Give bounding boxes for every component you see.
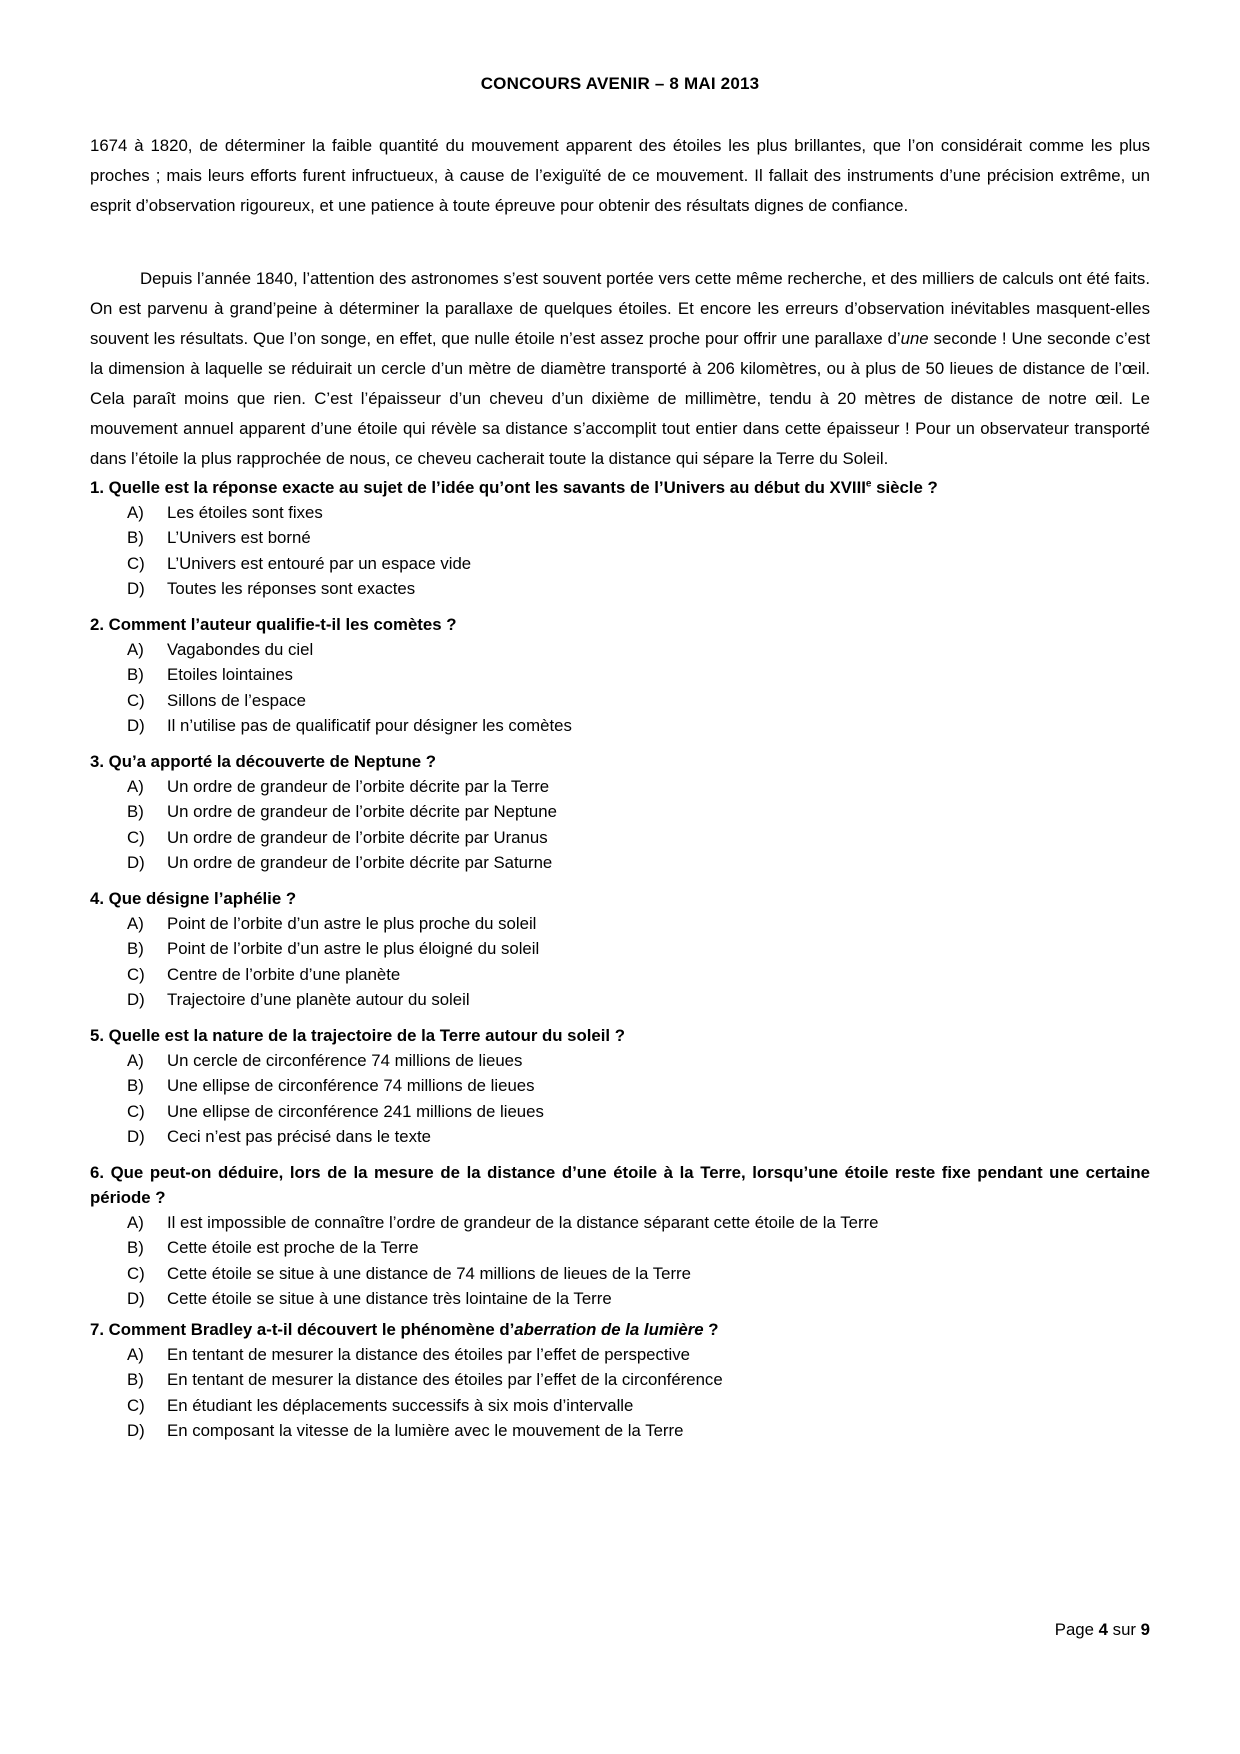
option-text: L’Univers est borné xyxy=(167,528,311,548)
answer-option[interactable] xyxy=(90,936,1150,961)
option-text: Point de l’orbite d’un astre le plus éloigné du soleil xyxy=(167,939,540,959)
option-letter: B) xyxy=(127,665,144,685)
answer-option[interactable] xyxy=(90,799,1150,824)
option-text: Il n’utilise pas de qualificatif pour désigner les comètes xyxy=(167,715,572,735)
answer-option[interactable] xyxy=(90,637,1150,662)
option-letter: B) xyxy=(127,1076,144,1096)
option-text: Cette étoile se situe à une distance très lointaine de la Terre xyxy=(167,1288,612,1308)
option-letter: C) xyxy=(127,553,145,573)
option-letter: A) xyxy=(127,914,144,933)
answer-option[interactable] xyxy=(90,1342,1150,1367)
question-4 xyxy=(90,886,1150,1012)
answer-options xyxy=(90,911,1150,1012)
question-1 xyxy=(90,475,1150,601)
question-title xyxy=(90,1317,1150,1342)
option-letter: C) xyxy=(127,964,145,984)
question-title: 5. Quelle est la nature de la trajectoire de la Terre autour du soleil ? xyxy=(90,1026,625,1045)
passage-paragraph-1: 1674 à 1820, de déterminer la faible quantité du mouvement apparent des étoiles les plus brillantes, que l’on considérait comme les plus proches ; mais leurs efforts furent infructueux, à cause de l’exiguïté de ce mouvement. Il fallait des instruments d’une précision extrême, un esprit d’observation rigoureux, et une patience à toute épreuve pour obtenir des résultats dignes de confiance. xyxy=(90,136,1150,215)
answer-option[interactable] xyxy=(90,1393,1150,1418)
question-3 xyxy=(90,749,1150,875)
passage-text: seconde ! Une seconde c’est la dimension à laquelle se réduirait un cercle d’un mètre de diamètre transporté à 206 kilomètres, ou à plus de 50 lieues de distance de l’œil. Cela paraît moins que rien. C’est l’épaisseur d’un cheveu d’un dixième de millimètre, tendu à 20 mètres de distance de notre œil. Le mouvement annuel apparent d’une étoile qui révèle sa distance s’accomplit tout entier dans cette épaisseur ! Pour un observateur transporté dans l’étoile la plus rapprochée de nous, ce cheveu cacherait toute la distance qui sépare la Terre du Soleil. xyxy=(90,329,1150,468)
answer-option[interactable] xyxy=(90,713,1150,738)
option-letter: C) xyxy=(127,1263,145,1283)
option-letter: A) xyxy=(127,1345,144,1364)
question-5 xyxy=(90,1023,1150,1149)
option-text: Etoiles lointaines xyxy=(167,665,293,685)
option-letter: B) xyxy=(127,939,144,959)
option-letter: D) xyxy=(127,1420,145,1440)
answer-option[interactable] xyxy=(90,525,1150,550)
answer-option[interactable] xyxy=(90,962,1150,987)
answer-option[interactable] xyxy=(90,850,1150,875)
answer-option[interactable] xyxy=(90,662,1150,687)
answer-option[interactable] xyxy=(90,576,1150,601)
answer-option[interactable] xyxy=(90,1210,1150,1235)
question-title-text: 1. Quelle est la réponse exacte au sujet de l’idée qu’ont les savants de l’Univers au début du XVIII xyxy=(90,478,866,497)
option-text: Toutes les réponses sont exactes xyxy=(167,578,416,598)
option-letter: D) xyxy=(127,715,145,735)
total-pages: 9 xyxy=(1140,1620,1150,1639)
option-letter: D) xyxy=(127,989,145,1009)
option-letter: C) xyxy=(127,827,145,847)
option-text: L’Univers est entouré par un espace vide xyxy=(167,553,472,573)
passage-paragraph-2 xyxy=(90,264,1150,474)
option-text: Sillons de l’espace xyxy=(167,690,306,710)
option-text: Ceci n’est pas précisé dans le texte xyxy=(167,1126,431,1146)
question-6 xyxy=(90,1160,1150,1311)
option-letter: C) xyxy=(127,1101,145,1121)
page-title: CONCOURS AVENIR – 8 MAI 2013 xyxy=(480,74,760,93)
answer-option[interactable] xyxy=(90,774,1150,799)
option-text: Il est impossible de connaître l’ordre de grandeur de la distance séparant cette étoile de la Terre xyxy=(167,1213,879,1232)
option-letter: C) xyxy=(127,690,145,710)
answer-option[interactable] xyxy=(90,1286,1150,1311)
option-text: En composant la vitesse de la lumière avec le mouvement de la Terre xyxy=(167,1420,684,1440)
question-7 xyxy=(90,1317,1150,1443)
option-letter: D) xyxy=(127,1126,145,1146)
option-text: Centre de l’orbite d’une planète xyxy=(167,964,401,984)
passage-text: Depuis l’année 1840, l’attention des astronomes s’est souvent portée vers cette même recherche, et des milliers de calculs ont été faits. On est parvenu à grand’peine à déterminer la parallaxe de quelques étoiles. Et encore les erreurs d’observation inévitables masquent-elles souvent les résultats. Que l’on songe, en effet, que nulle étoile n’est assez proche pour offrir une parallaxe d’ xyxy=(90,269,1150,348)
answer-options xyxy=(90,500,1150,601)
answer-option[interactable] xyxy=(90,1048,1150,1073)
of-label: sur xyxy=(1112,1620,1136,1639)
question-title-text: siècle ? xyxy=(871,478,938,497)
answer-option[interactable] xyxy=(90,500,1150,525)
option-text: Un ordre de grandeur de l’orbite décrite par Saturne xyxy=(167,852,553,872)
answer-option[interactable] xyxy=(90,987,1150,1012)
answer-options xyxy=(90,1210,1150,1311)
option-text: Vagabondes du ciel xyxy=(167,640,314,659)
answer-option[interactable] xyxy=(90,825,1150,850)
option-text: Une ellipse de circonférence 241 millions de lieues xyxy=(167,1101,544,1121)
question-title xyxy=(90,475,1150,500)
answer-options xyxy=(90,1048,1150,1149)
question-title-text: 7. Comment Bradley a-t-il découvert le phénomène d’ xyxy=(90,1320,515,1339)
question-title: 2. Comment l’auteur qualifie-t-il les comètes ? xyxy=(90,615,457,634)
option-text: Un ordre de grandeur de l’orbite décrite par Uranus xyxy=(167,827,548,847)
option-letter: B) xyxy=(127,1370,144,1390)
answer-option[interactable] xyxy=(90,1235,1150,1260)
option-letter: A) xyxy=(127,640,144,659)
option-letter: B) xyxy=(127,1238,144,1258)
superscript: e xyxy=(865,478,872,490)
passage-italic: une xyxy=(900,329,929,348)
option-text: En tentant de mesurer la distance des étoiles par l’effet de perspective xyxy=(167,1345,691,1364)
option-letter: D) xyxy=(127,1288,145,1308)
answer-option[interactable] xyxy=(90,551,1150,576)
option-letter: D) xyxy=(127,578,145,598)
answer-option[interactable] xyxy=(90,1261,1150,1286)
answer-option[interactable] xyxy=(90,1124,1150,1149)
option-letter: A) xyxy=(127,777,144,796)
answer-option[interactable] xyxy=(90,1418,1150,1443)
option-text: Les étoiles sont fixes xyxy=(167,503,323,522)
option-text: Cette étoile se situe à une distance de 74 millions de lieues de la Terre xyxy=(167,1263,691,1283)
answer-options xyxy=(90,774,1150,875)
option-text: Un ordre de grandeur de l’orbite décrite par Neptune xyxy=(167,802,557,822)
option-letter: B) xyxy=(127,802,144,822)
question-title-italic: aberration de la lumière xyxy=(514,1320,704,1339)
answer-options xyxy=(90,637,1150,738)
option-letter: A) xyxy=(127,1051,144,1070)
answer-option[interactable] xyxy=(90,1073,1150,1098)
option-letter: B) xyxy=(127,528,144,548)
page-label: Page xyxy=(1054,1620,1094,1639)
question-title: 3. Qu’a apporté la découverte de Neptune ? xyxy=(90,752,436,771)
option-text: Point de l’orbite d’un astre le plus proche du soleil xyxy=(167,914,537,933)
option-letter: A) xyxy=(127,503,144,522)
question-2 xyxy=(90,612,1150,738)
answer-option[interactable] xyxy=(90,1099,1150,1124)
answer-options xyxy=(90,1342,1150,1443)
question-title-text: ? xyxy=(703,1320,719,1339)
option-text: Cette étoile est proche de la Terre xyxy=(167,1238,419,1258)
option-text: Un ordre de grandeur de l’orbite décrite par la Terre xyxy=(167,777,550,796)
option-letter: A) xyxy=(127,1213,144,1232)
option-text: En étudiant les déplacements successifs à six mois d’intervalle xyxy=(167,1395,634,1415)
option-text: Un cercle de circonférence 74 millions de lieues xyxy=(167,1051,523,1070)
question-title: 4. Que désigne l’aphélie ? xyxy=(90,889,297,908)
answer-option[interactable] xyxy=(90,688,1150,713)
option-text: Trajectoire d’une planète autour du soleil xyxy=(167,989,470,1009)
answer-option[interactable] xyxy=(90,1367,1150,1392)
current-page: 4 xyxy=(1098,1620,1108,1639)
page-number xyxy=(1055,1620,1150,1640)
option-text: En tentant de mesurer la distance des étoiles par l’effet de la circonférence xyxy=(167,1370,723,1390)
question-title: 6. Que peut-on déduire, lors de la mesure de la distance d’une étoile à la Terre, lorsqu’une étoile reste fixe pendant une certaine période ? xyxy=(90,1163,1150,1207)
option-letter: D) xyxy=(127,852,145,872)
option-letter: C) xyxy=(127,1395,145,1415)
answer-option[interactable] xyxy=(90,911,1150,936)
option-text: Une ellipse de circonférence 74 millions de lieues xyxy=(167,1076,535,1096)
